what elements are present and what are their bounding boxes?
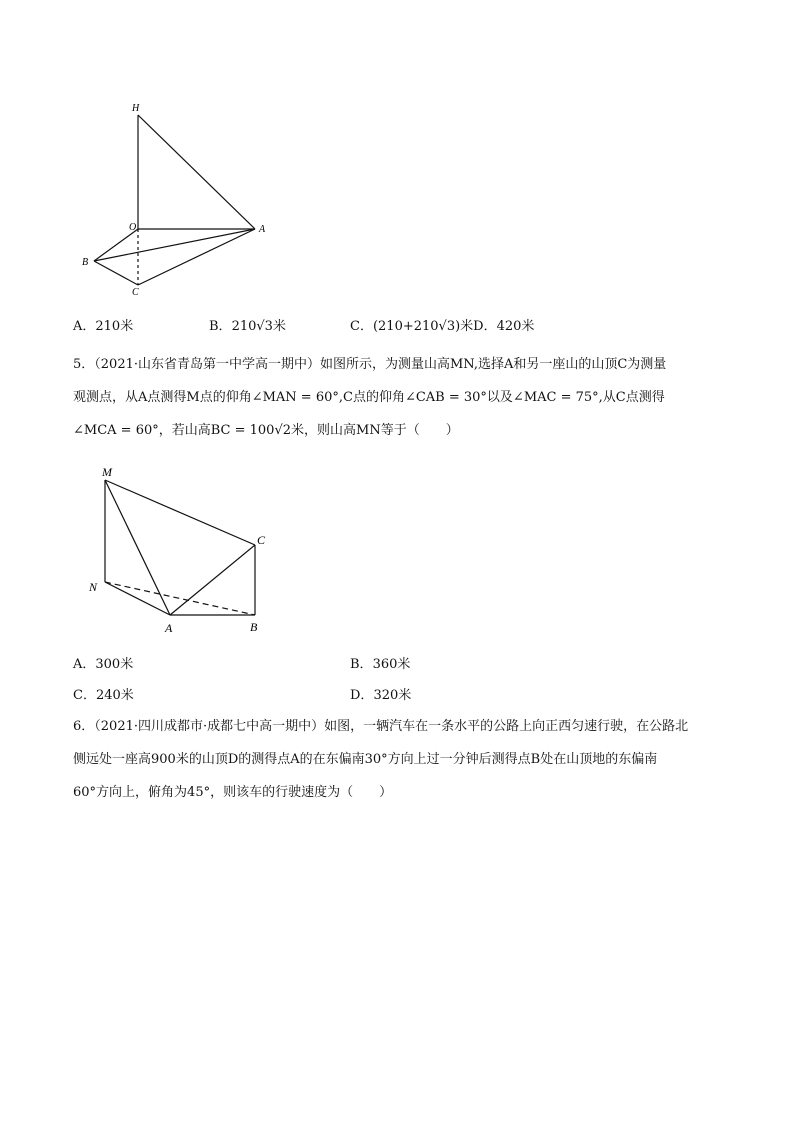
edge-bc [94, 261, 138, 285]
q5-option-a: A．300米 [73, 657, 134, 672]
label-c: C [257, 533, 266, 547]
label-m: M [102, 465, 112, 479]
edge-ma [105, 480, 170, 615]
figure-mountains-mnabc [80, 460, 280, 640]
label-a: A [165, 621, 173, 635]
q4-option-b: B．210√3米 [209, 319, 286, 334]
q5-line-1: 5．（2021·山东省青岛第一中学高一期中）如图所示，为测量山高MN,选择A和另一座山的山顶C为测量 [73, 357, 667, 372]
q4-option-c: C．(210+210√3)米D．420米 [350, 319, 535, 334]
edge-ha [138, 115, 255, 229]
q6-line-2: 侧远处一座高900米的山顶D的测得点A的在东偏南30°方向上过一分钟后测得点B处在山顶地的东偏南 [73, 752, 658, 767]
label-n: N [89, 580, 98, 594]
q5-option-d: D．320米 [350, 688, 412, 703]
q5-stem [73, 348, 723, 447]
q5-option-c: C．240米 [73, 688, 134, 703]
edge-mc [105, 480, 255, 545]
edge-ba [94, 229, 255, 261]
edge-ca [138, 229, 255, 285]
edge-ac [170, 545, 255, 615]
q5-line-3: ∠MCA = 60°，若山高BC = 100√2米，则山高MN等于（ ） [73, 423, 459, 438]
label-h: H [132, 103, 140, 114]
label-b: B [250, 620, 258, 634]
edge-na [105, 582, 170, 615]
label-c: C [132, 287, 139, 298]
figure-pyramid-hoabc [75, 95, 285, 305]
edge-nb-dashed [105, 582, 255, 615]
label-o: O [129, 222, 137, 233]
q6-line-1: 6．（2021·四川成都市·成都七中高一期中）如图，一辆汽车在一条水平的公路上向正西匀速行驶，在公路北 [73, 719, 689, 734]
q6-stem [73, 710, 723, 809]
q6-line-3: 60°方向上，俯角为45°，则该车的行驶速度为（ ） [73, 785, 393, 800]
label-a: A [259, 224, 266, 235]
q5-option-b: B．360米 [350, 657, 411, 672]
q4-option-a: A．210米 [73, 319, 134, 334]
label-b: B [82, 257, 89, 268]
q5-line-2: 观测点，从A点测得M点的仰角∠MAN = 60°,C点的仰角∠CAB = 30°以及∠MAC = 75°,从C点测得 [73, 390, 665, 405]
